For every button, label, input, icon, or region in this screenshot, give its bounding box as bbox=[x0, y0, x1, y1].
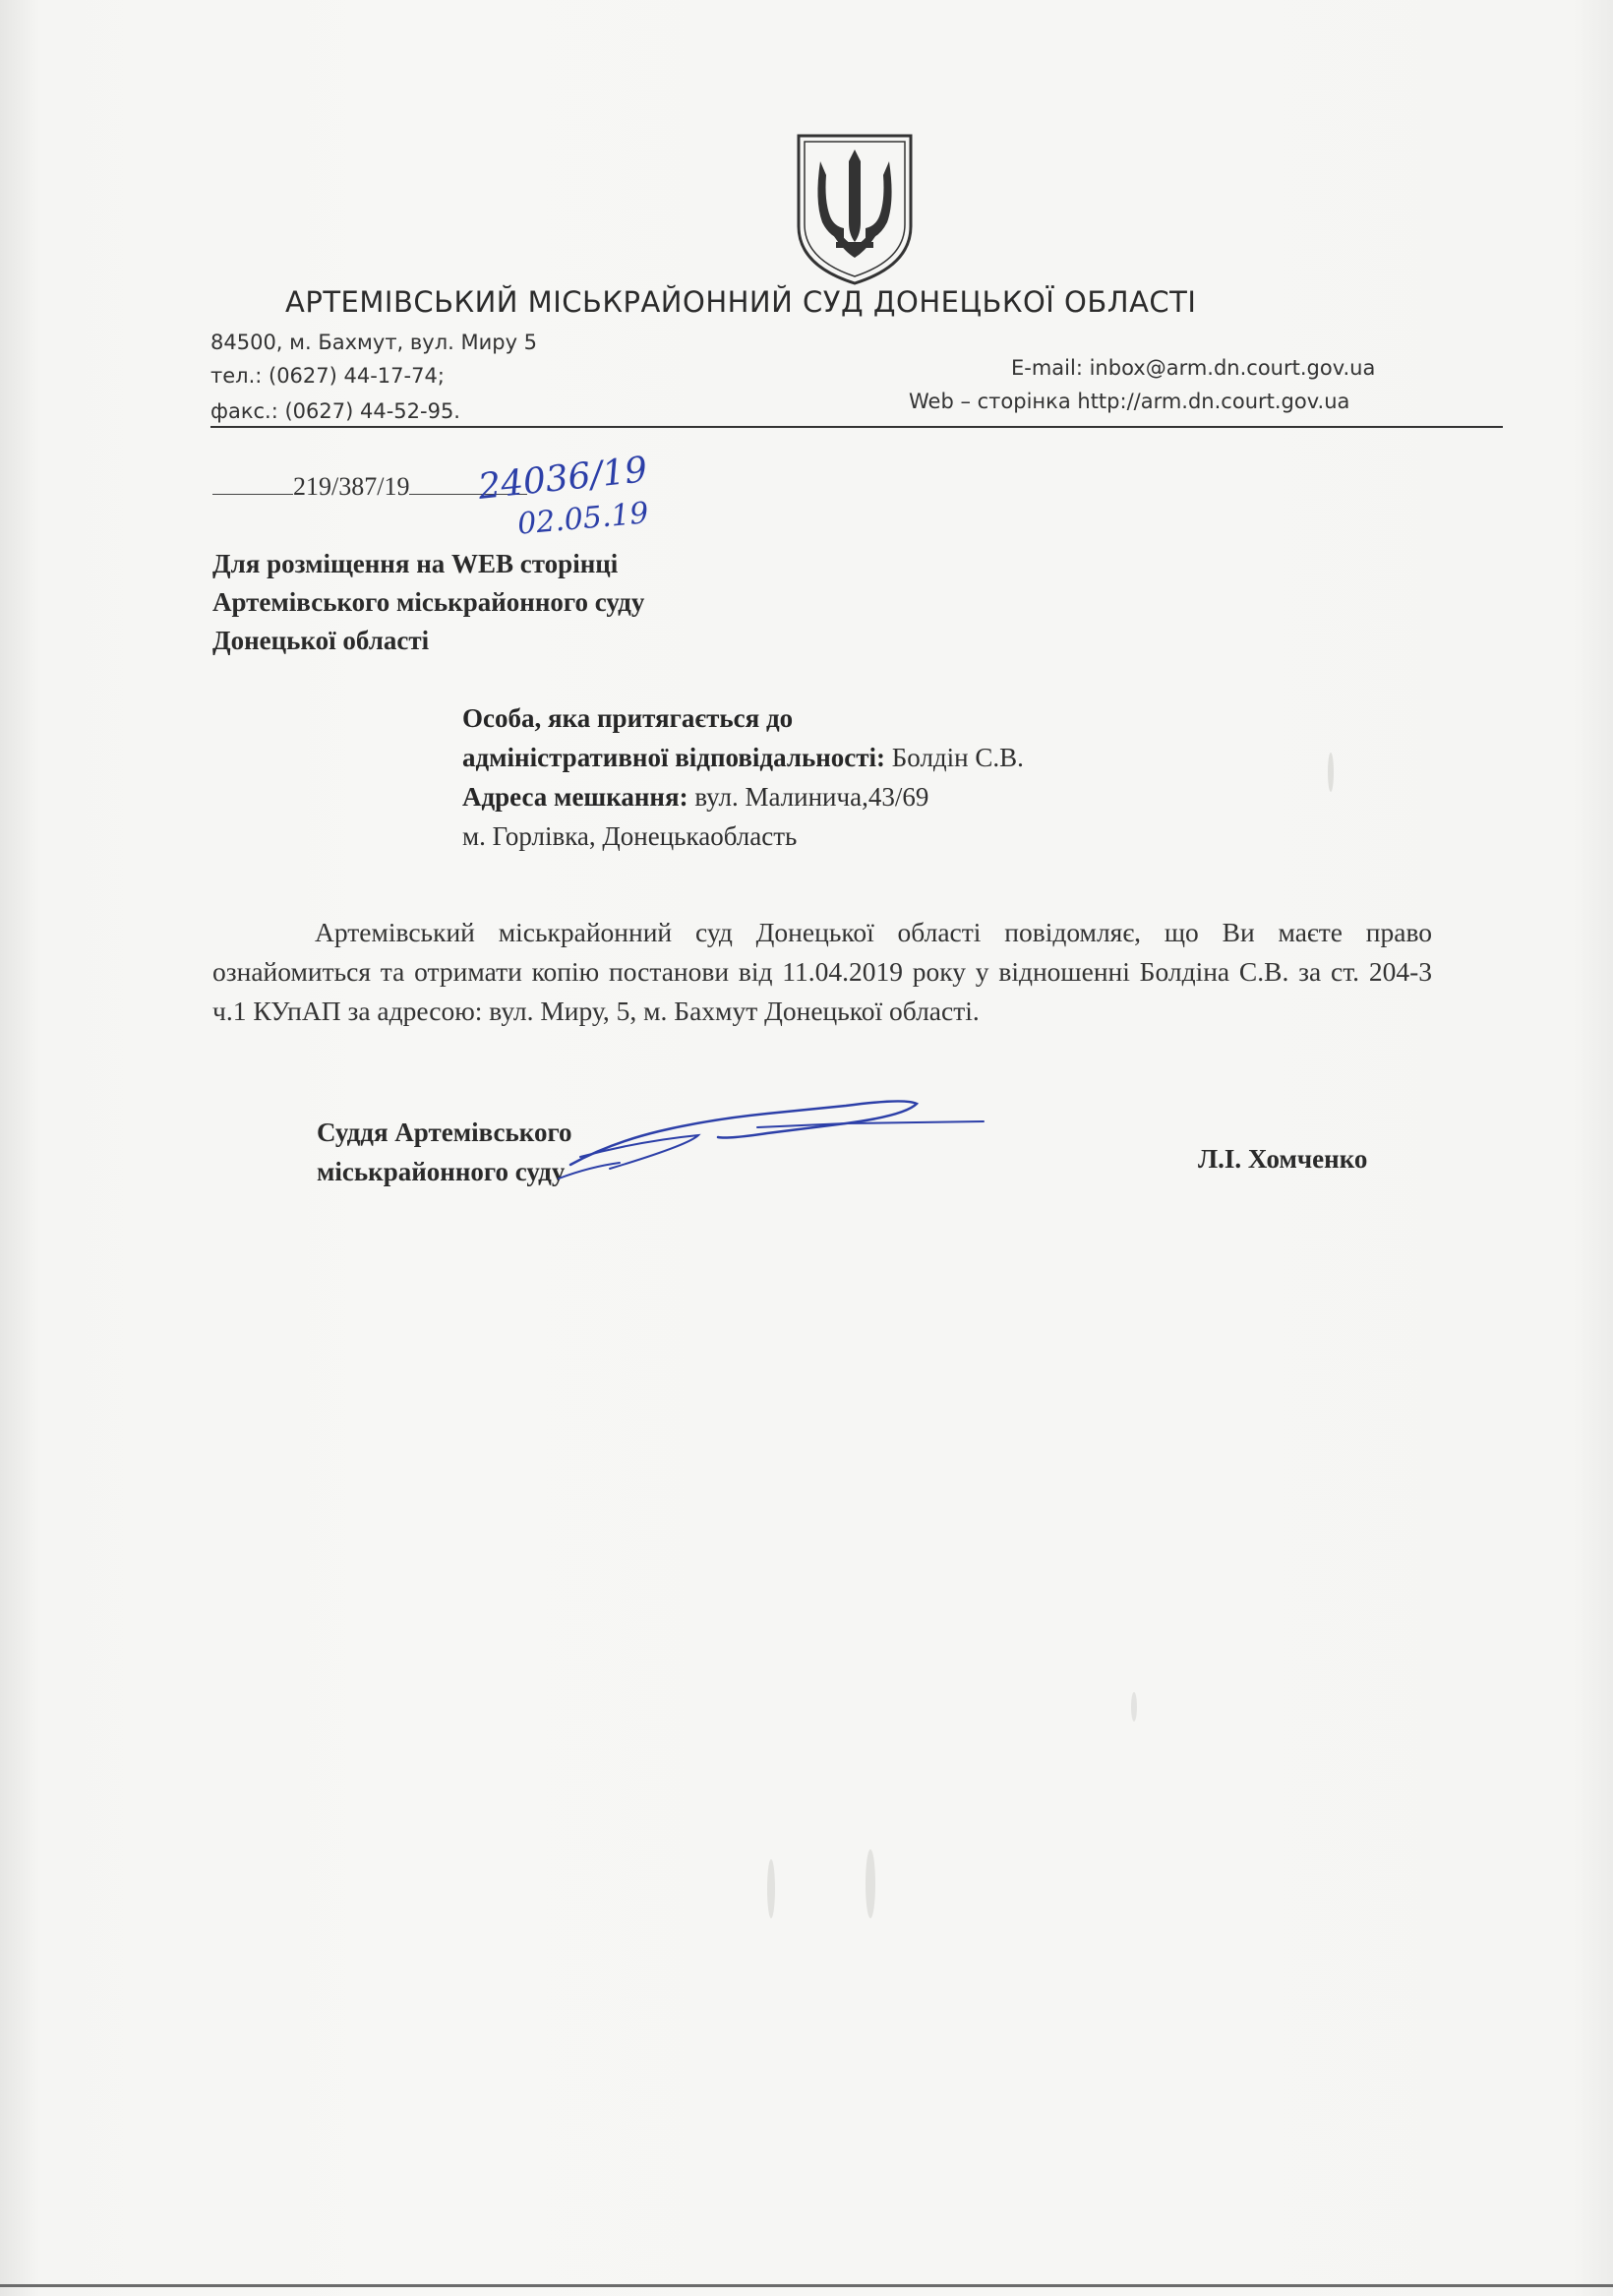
court-phone: тел.: (0627) 44-17-74; bbox=[210, 364, 445, 388]
notice-body: Артемівський міськрайонний суд Донецької області повідомляє, що Ви маєте право ознайомиться та отримати копію постанови від 11.04.2019 року у відношенні Болдіна С.В. за ст. 204-3 ч.1 КУпАП за адресою: вул. Миру, 5, м. Бахмут Донецької області. bbox=[212, 917, 1432, 1026]
scan-edge bbox=[0, 2284, 1613, 2287]
addressee-line: Для розміщення на WEB сторінці bbox=[212, 549, 619, 578]
address-city: м. Горлівка, Донецькаобласть bbox=[462, 821, 798, 851]
number-underline-left bbox=[212, 474, 293, 495]
reference-number: 219/387/19 bbox=[293, 472, 410, 501]
court-name: АРТЕМІВСЬКИЙ МІСЬКРАЙОННИЙ СУД ДОНЕЦЬКОЇ ОБЛАСТІ bbox=[285, 285, 1197, 319]
handwritten-registration-date: 02.05.19 bbox=[515, 496, 650, 542]
addressee-block bbox=[212, 545, 644, 660]
addressee-line: Артемівського міськрайонного суду bbox=[212, 587, 645, 617]
addressee-line: Донецької області bbox=[212, 626, 430, 655]
scan-artifact bbox=[1328, 753, 1334, 792]
scan-artifact bbox=[767, 1859, 775, 1918]
scan-artifact bbox=[866, 1849, 875, 1918]
coat-of-arms-icon bbox=[793, 132, 917, 287]
person-details bbox=[462, 698, 1024, 856]
court-fax: факс.: (0627) 44-52-95. bbox=[210, 399, 460, 423]
person-label-cont: адміністративної відповідальності: bbox=[462, 743, 886, 772]
judge-title-line: міськрайонного суду bbox=[317, 1157, 566, 1186]
court-address: 84500, м. Бахмут, вул. Миру 5 bbox=[210, 331, 538, 354]
person-name: Болдін С.В. bbox=[891, 743, 1024, 772]
judge-title-line: Суддя Артемівського bbox=[317, 1118, 572, 1147]
address-street: вул. Малинича,43/69 bbox=[694, 782, 929, 812]
scan-artifact bbox=[1131, 1692, 1137, 1722]
judge-name: Л.І. Хомченко bbox=[1198, 1144, 1368, 1174]
court-email: E-mail: inbox@arm.dn.court.gov.ua bbox=[1011, 356, 1376, 380]
judge-title bbox=[317, 1113, 572, 1191]
header-divider bbox=[210, 426, 1503, 428]
address-label: Адреса мешкання: bbox=[462, 782, 688, 812]
person-label: Особа, яка притягається до bbox=[462, 703, 794, 733]
court-website: Web – сторінка http://arm.dn.court.gov.ua bbox=[909, 390, 1350, 413]
handwritten-signature bbox=[551, 1084, 1013, 1192]
handwritten-registration-number: 24036/19 bbox=[476, 450, 650, 508]
